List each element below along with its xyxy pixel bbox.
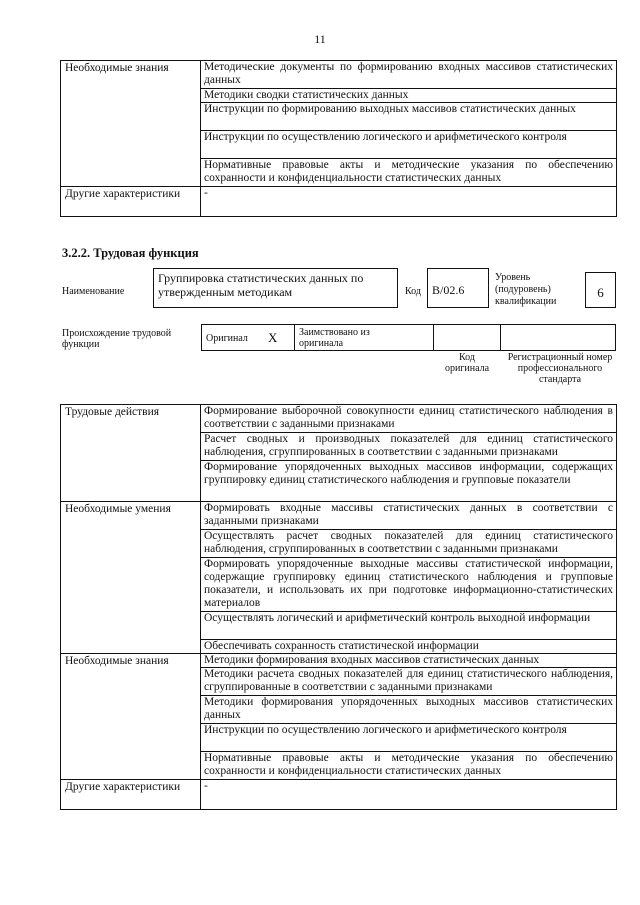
name-value: Группировка статистических данных по утвержденным методикам [158,271,364,299]
borrowed-box [294,324,434,351]
row-label: Необходимые умения [61,502,201,654]
origin-label: Происхождение трудовой функции [62,328,172,350]
table-cell: - [201,187,617,217]
code-original-box [433,324,501,351]
table-cell: Нормативные правовые акты и методические указания по обеспечению сохранности и конфиденциальности статистических данных [201,159,617,187]
table-cell: Формировать входные массивы статистических данных в соответствии с заданными признаками [201,502,617,530]
table-cell: Методики расчета сводных показателей для единиц статистического наблюдения, сгруппированные в соответствии с заданными признаками [201,668,617,696]
requirements-table-top [60,60,617,217]
row-label: Другие характеристики [61,780,201,810]
original-mark: X [268,330,278,345]
requirements-table-main [60,404,617,810]
code-value: B/02.6 [432,283,465,297]
original-label: Оригинал [206,333,248,344]
table-cell: Формировать упорядоченные выходные массивы статистической информации, содержащие группировку единиц статистического наблюдения и групповые показатели, и использовать их при подготовке информационно-статистических материалов [201,558,617,612]
table-row [61,187,617,217]
table-cell: - [201,780,617,810]
table-cell: Осуществлять логический и арифметический контроль выходной информации [201,612,617,640]
table-cell: Инструкции по формированию выходных массивов статистических данных [201,103,617,131]
row-label: Другие характеристики [61,187,201,217]
table-row [61,502,617,530]
table-cell: Формирование выборочной совокупности единиц статистического наблюдения в соответствии с заданными признаками [201,405,617,433]
original-box [201,324,295,351]
row-label: Необходимые знания [61,61,201,187]
code-label: Код [405,286,421,297]
row-label: Необходимые знания [61,654,201,780]
code-original-caption: Код оригинала [444,352,490,374]
table-cell: Нормативные правовые акты и методические указания по обеспечению сохранности и конфиденциальности статистических данных [201,752,617,780]
table-cell: Обеспечивать сохранность статистической информации [201,640,617,654]
table-row [61,61,617,89]
table-cell: Осуществлять расчет сводных показателей для единиц статистического наблюдения, сгруппированных в соответствии с заданными признаками [201,530,617,558]
table-cell: Расчет сводных и производных показателей для единиц статистического наблюдения, сгруппированных в соответствии с заданными признаками [201,433,617,461]
name-value-box [153,268,398,308]
reg-number-box [500,324,616,351]
row-label: Трудовые действия [61,405,201,502]
table-cell: Методики сводки статистических данных [201,89,617,103]
level-value-box [585,272,616,308]
page-number: 11 [314,32,326,46]
table-cell: Методики формирования упорядоченных выходных массивов статистических данных [201,696,617,724]
table-cell: Инструкции по осуществлению логического и арифметического контроля [201,724,617,752]
name-label: Наименование [62,286,125,297]
table-cell: Инструкции по осуществлению логического и арифметического контроля [201,131,617,159]
table-row [61,654,617,668]
table-cell: Методики формирования входных массивов статистических данных [201,654,617,668]
table-row [61,405,617,433]
table-cell: Методические документы по формированию входных массивов статистических данных [201,61,617,89]
reg-number-caption: Регистрационный номер профессионального стандарта [507,352,613,385]
section-heading: 3.2.2. Трудовая функция [62,246,199,260]
level-value: 6 [597,285,604,300]
table-cell: Формирование упорядоченных выходных массивов информации, содержащих группировку единиц статистического наблюдения и групповые показатели [201,461,617,502]
code-value-box [427,268,489,308]
borrowed-label: Заимствовано из оригинала [299,327,370,349]
table-row [61,780,617,810]
level-label: Уровень (подуровень) квалификации [495,272,557,307]
